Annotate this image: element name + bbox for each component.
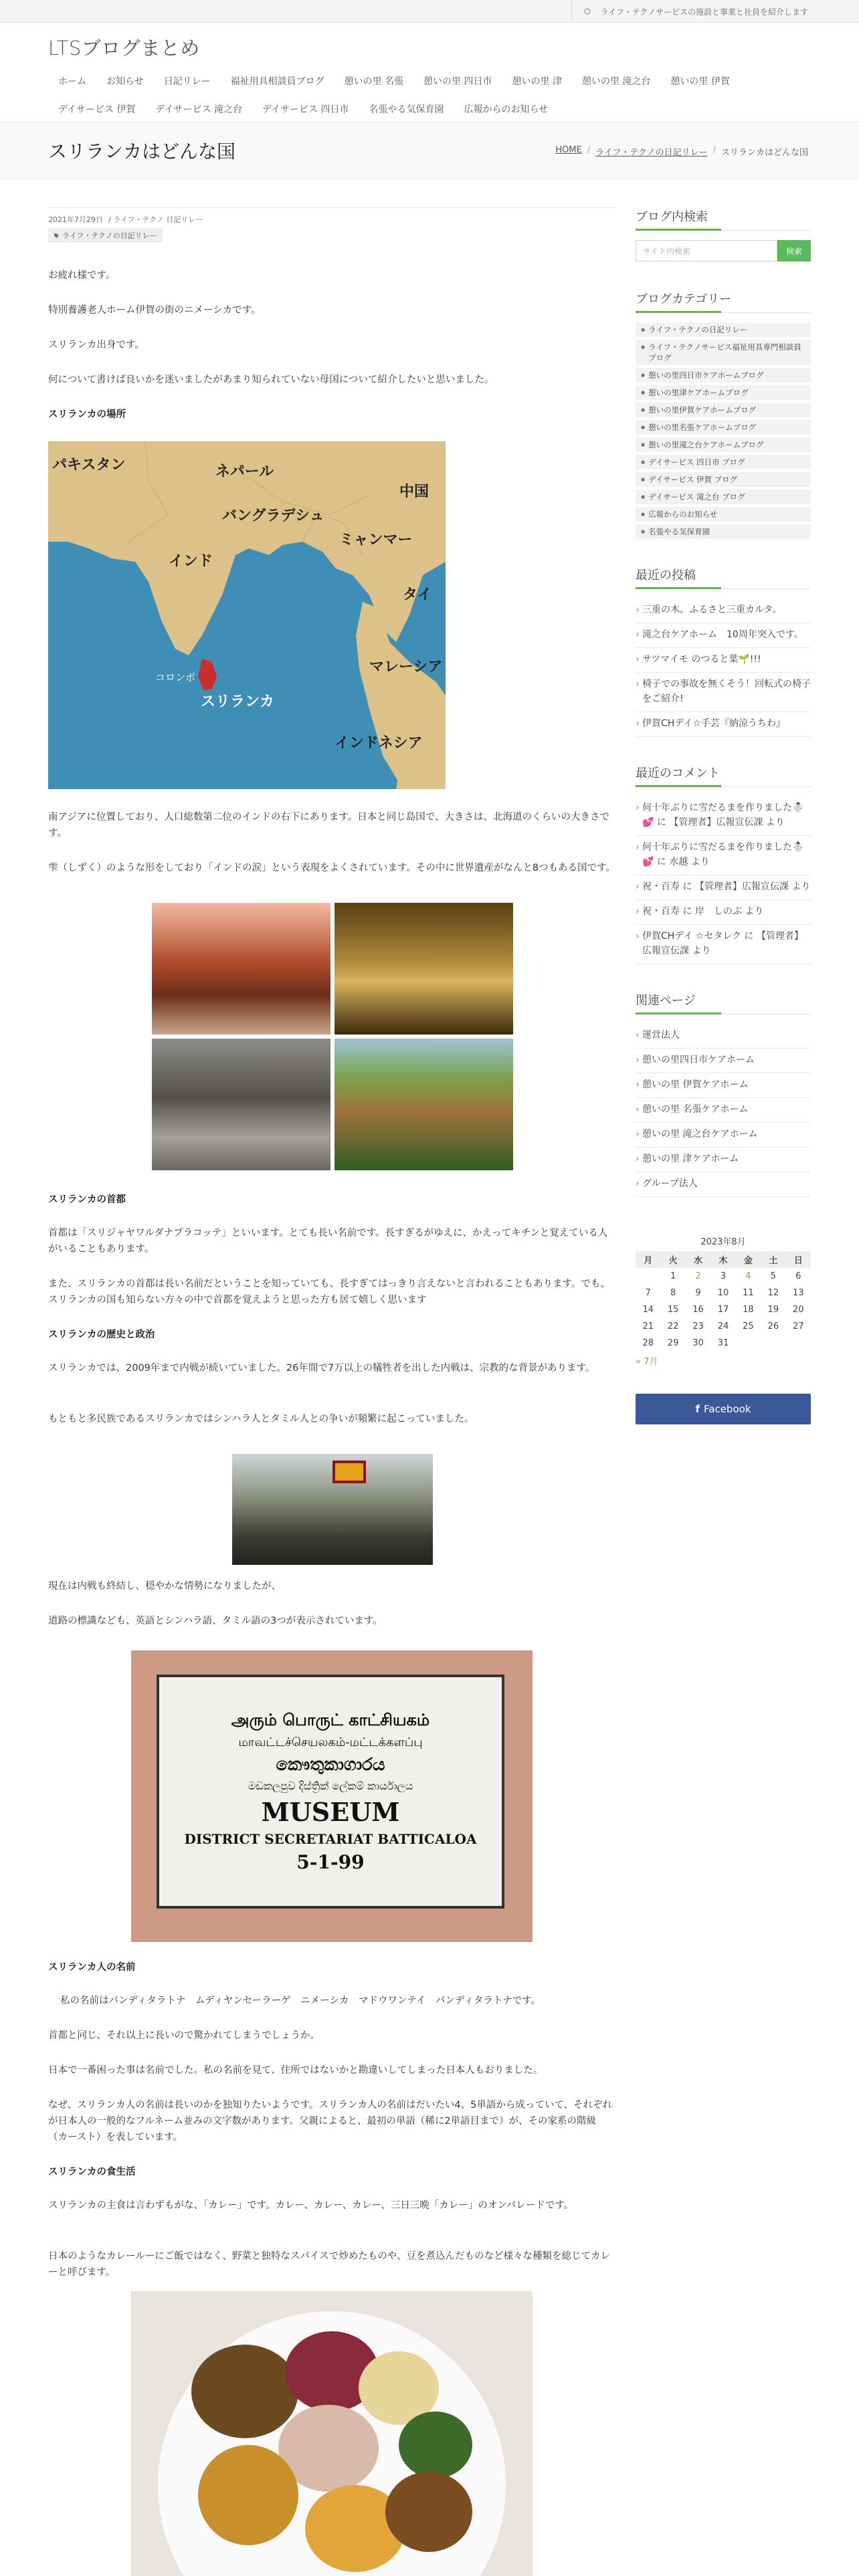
category-label: デイサービス 四日市 ブログ [648,457,745,467]
tag-icon: ● [641,372,646,378]
calendar-header-row [636,1251,811,1268]
calendar-day: 5 [770,1271,776,1281]
calendar-day[interactable]: 4 [745,1271,751,1281]
post-date: 2021年7月29日 [48,215,103,224]
widget-title: 最近のコメント [636,764,811,787]
recent-post-link[interactable]: › 滝之台ケアホーム 10周年突入です。 [636,623,811,648]
map-label-indonesia: インドネシア [335,735,423,752]
category-item[interactable] [636,420,811,435]
category-item[interactable] [636,472,811,487]
category-label: 憩いの里名張ケアホームブログ [648,423,757,432]
top-bar-message [571,0,808,23]
breadcrumb-category[interactable]: ライフ・テクノの日記リレー [595,148,708,158]
calendar-weekday: 日 [786,1251,811,1268]
curry-portion [191,2345,298,2438]
breadcrumb-home[interactable]: HOME [555,145,582,155]
breadcrumb-sep: / [587,145,591,155]
calendar-day [736,1335,761,1352]
sign-sinhala-2: මඩකලපුව දිස්ත්‍රික් ලේකම් කාර්යාලය [248,1780,413,1792]
related-page-link[interactable]: › 憩いの里四日市ケアホーム [636,1049,811,1073]
nav-item[interactable]: デイサービス 四日市 [262,104,349,115]
calendar-weekday: 火 [660,1251,685,1268]
soldiers-flag-photo [232,1454,433,1565]
nav-row-2 [48,95,818,123]
related-pages [636,1024,811,1197]
calendar-prev-link[interactable]: « 7月 [636,1357,658,1367]
category-label: デイサービス 伊賀 ブログ [648,475,738,484]
tag-icon: ● [641,494,646,500]
museum-sign-photo [131,1650,533,1942]
curry-portion [399,2411,472,2478]
post-meta [48,211,615,228]
nav-item[interactable]: 広報からのお知らせ [464,104,549,115]
sidebar [636,207,811,1424]
page-title: スリランカはどんな国 [48,140,236,163]
calendar-day: 8 [670,1288,676,1298]
map-label-india: インド [169,553,213,570]
paragraph: 私の名前はパンディタラトナ ムディヤンセーラーゲ ニメーシカ マドウワンテイ パンディタラトナです。 [60,1996,541,2006]
category-label: ライフ・テクノサービス福祉用具専門相談員ブログ [648,342,801,362]
map-label-china: 中国 [399,484,430,500]
paragraph: 南アジアに位置しており、人口総数第二位のインドの右下にあります。日本と同じ島国で、大きさは、北海道のくらいの大きさです。 [48,812,609,839]
calendar-day: 10 [717,1288,729,1298]
widget-title: ブログ内検索 [636,207,811,231]
calendar-day: 24 [717,1321,729,1331]
related-page-link[interactable]: › 憩いの里 滝之台ケアホーム [636,1123,811,1148]
calendar-day: 14 [642,1305,654,1315]
recent-post-link[interactable]: › 椅子での事故を無くそう！回転式の椅子をご紹介! [636,673,811,712]
category-label: デイサービス 滝之台 ブログ [648,492,745,502]
tag-icon: ● [641,442,646,447]
ancient-ruins-photo [152,1039,330,1170]
calendar-day: 29 [667,1338,679,1348]
paragraph: もともと多民族であるスリランカではシンハラ人とタミル人との争いが頻繁に起こっていました。 [48,1414,474,1424]
calendar-day: 15 [667,1305,679,1315]
nav-item[interactable]: お知らせ [106,76,144,87]
site-title[interactable]: LTSブログまとめ [48,37,200,60]
calendar-day: 28 [642,1338,654,1348]
section-heading: スリランカの歴史と政治 [48,1329,155,1340]
map-label-srilanka: スリランカ [201,693,275,710]
calendar-week [636,1268,811,1285]
section-heading: スリランカの場所 [48,409,126,420]
tag-icon: ● [641,407,646,413]
sign-tamil-2: மாவட்டச்செயலகம்-மட்டக்களப்பு [238,1735,423,1749]
nav-item[interactable]: 憩いの里 伊賀 [670,76,730,87]
tag-icon: ● [641,327,646,332]
map-label-thailand: タイ [403,586,432,603]
calendar-day: 21 [642,1321,654,1331]
calendar-day[interactable]: 2 [695,1271,701,1281]
widget-title: 最近の投稿 [636,566,811,589]
calendar [636,1251,811,1352]
sign-district: DISTRICT SECRETARIAT BATTICALOA [184,1831,477,1847]
recent-comment-link[interactable]: › 伊賀CHデイ ☆セタレク に 【管理者】広報宣伝課 より [636,925,811,964]
category-item[interactable] [636,322,811,337]
paragraph: スリランカの主食は言わずもがな、「カレー」です。カレー、カレー、カレー、三日三晩「カレー」のオンパレードです。 [48,2200,574,2211]
calendar-day: 22 [667,1321,679,1331]
nav-item[interactable]: 福祉用具相談員ブログ [230,76,324,87]
paragraph: なぜ、スリランカ人の名前は長いのかを独知りたいようです。スリランカ人の名前はだいたい4、5単語から成っていて、それぞれが日本人の一般的なフルネーム並みの文字数があります。父親によると、最初の単語（稀に2単語目まで）が、その家系の階級（カースト）を表しています。 [48,2100,613,2143]
calendar-week [636,1318,811,1335]
paragraph: スリランカ出身です。 [48,340,145,350]
calendar-weekday: 金 [736,1251,761,1268]
top-bar [0,0,859,23]
paragraph: 道路の標識なども、英語とシンハラ語、タミル語の3つが表示されています。 [48,1616,383,1626]
category-item[interactable] [636,455,811,469]
calendar-day: 19 [767,1305,779,1315]
calendar-day: 7 [645,1288,651,1298]
globe-icon [584,8,591,15]
breadcrumb-current: スリランカはどんな国 [721,148,808,158]
calendar-day: 30 [692,1338,704,1348]
curry-portion [198,2445,298,2545]
section-heading: スリランカ人の名前 [48,1962,136,1973]
map-label-myanmar: ミャンマー [339,532,413,548]
tag-icon [54,233,60,239]
calendar-day: 25 [743,1321,754,1331]
category-item[interactable] [636,437,811,452]
nav-row-1 [48,67,818,95]
tag-icon: ● [641,512,646,517]
main-nav [48,67,818,123]
top-bar-text: ライフ・テクノサービスの施設と事業と社員を紹介します [600,7,808,17]
recent-posts [636,599,811,737]
paragraph: 雫（しずく）のような形をしており「インドの涙」という表現をよくされています。その中に世界遺産がなんと8つもある国です。 [48,863,615,873]
calendar-weekday: 月 [636,1251,660,1268]
category-label: ライフ・テクノの日記リレー [648,325,748,334]
recent-post-link[interactable]: › サツマイモ のつると葉🌱!!! [636,648,811,673]
paragraph: 日本のようなカレールーにご飯ではなく、野菜と独特なスパイスで炒めたものや、豆を煮込んだものなど様々な種類を総じてカレーと呼びます。 [48,2251,610,2278]
paragraph: 現在は内戦も終結し、穏やかな情勢になりましたが、 [48,1581,281,1592]
calendar-day: 12 [767,1288,779,1298]
paragraph: 首都と同じ、それ以上に長いので驚かれてしまうでしょうか。 [48,2030,320,2041]
category-label: 憩いの里津ケアホームブログ [648,388,749,397]
paragraph: 何について書けば良いかを迷いましたがあまり知られていない母国について紹介したいと思いました。 [48,374,494,385]
calendar-day: 31 [717,1338,729,1348]
nav-item[interactable]: 日記リレー [163,76,211,87]
category-label: 名張やる気保育園 [648,527,710,536]
nav-item[interactable]: 名張やる気保育園 [369,104,444,115]
calendar-day: 20 [792,1305,804,1315]
category-item[interactable] [636,490,811,504]
related-page-link[interactable]: › 憩いの里 伊賀ケアホーム [636,1073,811,1098]
photo-grid [152,903,513,1172]
calendar-day: 27 [792,1321,804,1331]
calendar-day: 1 [670,1271,676,1281]
paragraph: また、スリランカの首都は長い名前だということを知っていても、長すぎてはっきり言えないと言われることもあります。でも、スリランカの国も知らない方々の中で首都を覚えようと思った方も居て嬉しく思います [48,1279,610,1305]
sign-museum: MUSEUM [261,1797,400,1827]
calendar-day [636,1268,660,1285]
tag-icon: ● [641,344,646,350]
calendar-day: 3 [720,1271,727,1281]
category-label: 憩いの里伊賀ケアホームブログ [648,405,757,415]
calendar-day: 11 [743,1288,754,1298]
post-category[interactable]: / ライフ・テクノ 日記リレー [108,215,203,224]
recent-post-link[interactable]: › 三重の木。ふるさと三重カルタ。 [636,599,811,623]
map-label-nepal: ネパール [215,463,274,480]
section-heading: スリランカの食生活 [48,2167,136,2177]
post-tag-label: ライフ・テクノの日記リレー [62,231,157,240]
tag-icon: ● [641,425,646,430]
related-page-link[interactable]: › 憩いの里 名張ケアホーム [636,1098,811,1123]
paragraph: お疲れ様です。 [48,270,116,281]
nav-item[interactable]: デイサービス 伊賀 [58,104,136,115]
calendar-day: 23 [692,1321,704,1331]
map-label-malaysia: マレーシア [369,659,443,675]
nav-item[interactable]: ホーム [58,76,86,87]
calendar-week [636,1285,811,1301]
article [48,207,615,2278]
buddha-cave-photo [335,903,513,1035]
paragraph: 首都は「スリジャヤワルダナプラコッテ」といいます。とても長い名前です。長すぎるがゆえに、かえってキチンと覚えている人がいることもあります。 [48,1228,608,1255]
facebook-label: Facebook [704,1403,751,1415]
south-asia-map [48,441,446,789]
recent-post-link[interactable]: › 伊賀CHデイ☆手芸『納涼うちわ』 [636,712,811,737]
sign-board [157,1675,504,1909]
breadcrumb-sep: / [712,145,716,155]
tag-icon: ● [641,459,646,465]
category-item[interactable] [636,385,811,400]
category-item[interactable] [636,507,811,522]
widget-title: ブログカテゴリー [636,290,811,313]
facebook-icon: f [695,1403,700,1415]
recent-comment-link[interactable]: › 何十年ぶりに雪だるまを作りました☃️💕 に 水越 より [636,836,811,875]
search-button[interactable]: 検索 [777,240,811,261]
nav-item[interactable]: 憩いの里 滝之台 [581,76,651,87]
widget-title: 関連ページ [636,991,811,1014]
related-page-link[interactable]: › グループ法人 [636,1172,811,1197]
curry-portion [385,2472,472,2552]
recent-comment-link[interactable]: › 何十年ぶりに雪だるまを作りました☃️💕 に 【管理者】広報宣伝課 より [636,796,811,836]
post-tag[interactable] [48,228,163,243]
sign-tamil-1: அரும் பொருட் காட்சியகம் [231,1710,430,1729]
paragraph: スリランカでは、2009年まで内戦が続いていました。26年間で7万以上の犠牲者を出した内戦は、宗教的な背景があります。 [48,1363,595,1374]
category-item[interactable] [636,340,811,365]
calendar-day: 13 [792,1288,804,1298]
category-item[interactable] [636,368,811,383]
tag-icon: ● [641,477,646,482]
nav-item[interactable]: 憩いの里 名張 [344,76,404,87]
calendar-day [761,1335,785,1352]
search-input[interactable]: サイト内検索 [636,240,777,261]
facebook-button[interactable] [636,1394,811,1424]
category-list [636,322,811,539]
calendar-caption: 2023年8月 [700,1237,746,1247]
curry-plate-photo [131,2291,533,2576]
calendar-day: 17 [717,1305,729,1315]
map-label-bangladesh: バングラデシュ [222,508,324,524]
related-page-link[interactable]: › 憩いの里 津ケアホーム [636,1148,811,1172]
map-label-colombo: コロンボ [155,671,196,683]
category-label: 憩いの里滝之台ケアホームブログ [648,440,764,449]
calendar-day: 16 [692,1305,704,1315]
calendar-week [636,1301,811,1318]
paragraph: 特別養護老人ホーム伊賀の街のニメーシカです。 [48,305,261,316]
calendar-weekday: 水 [686,1251,710,1268]
sign-date: 5-1-99 [296,1851,365,1873]
category-item[interactable] [636,403,811,417]
tag-icon: ● [641,390,646,395]
paragraph: 日本で一番困った事は名前でした。私の名前を見て、住所ではないかと勘違いしてしまった日本人もおりました。 [48,2065,543,2076]
nav-item[interactable]: デイサービス 滝之台 [155,104,242,115]
calendar-weekday: 土 [761,1251,785,1268]
flag-shape [332,1461,366,1483]
category-item[interactable] [636,524,811,539]
recent-comments [636,796,811,964]
calendar-day: 9 [695,1288,701,1298]
divider [48,207,615,208]
sigiriya-rock-photo [335,1039,513,1170]
breadcrumb [555,145,808,158]
recent-comment-link[interactable]: › 祝・百寿 に 岸 しのぶ より [636,900,811,925]
search-form [636,240,811,261]
temple-photo [152,903,330,1035]
related-page-link[interactable]: › 運営法人 [636,1024,811,1049]
sign-sinhala-1: කෞතුකාගාරය [276,1755,385,1775]
section-heading: スリランカの首都 [48,1194,126,1205]
calendar-weekday: 木 [710,1251,735,1268]
calendar-day [786,1335,811,1352]
calendar-day: 6 [795,1271,801,1281]
tag-icon: ● [641,529,646,534]
map-label-pakistan: パキスタン [52,457,126,473]
recent-comment-link[interactable]: › 祝・百寿 に 【管理者】広報宣伝課 より [636,875,811,900]
nav-item[interactable]: 憩いの里 四日市 [423,76,492,87]
category-label: 広報からのお知らせ [648,510,718,519]
category-label: 憩いの里四日市ケアホームブログ [648,370,764,380]
calendar-week [636,1335,811,1352]
calendar-day: 26 [767,1321,779,1331]
page-header [0,122,859,179]
nav-item[interactable]: 憩いの里 津 [512,76,562,87]
calendar-day: 18 [743,1305,754,1315]
